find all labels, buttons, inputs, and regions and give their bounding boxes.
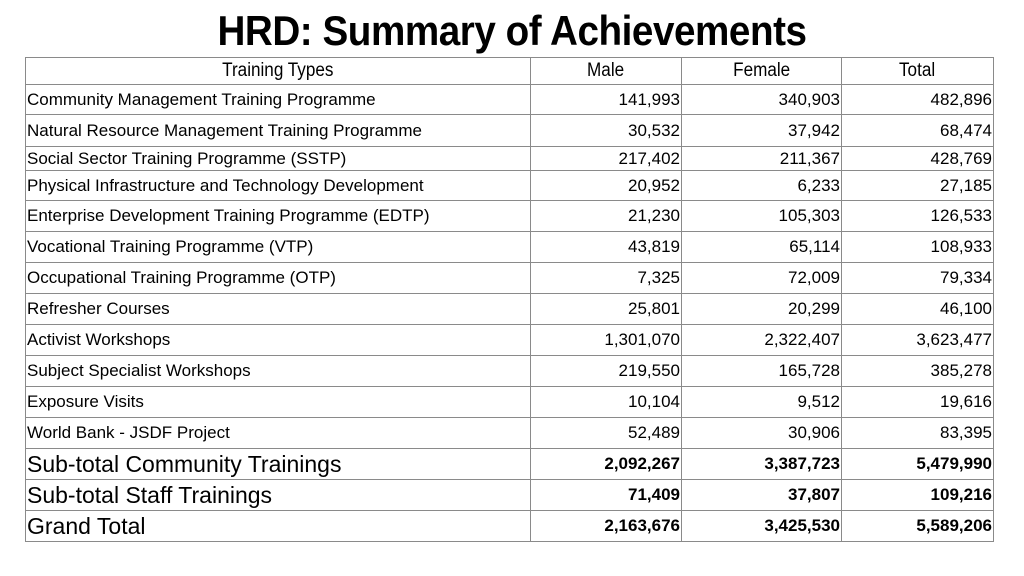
cell-male: 7,325 [531,263,682,294]
cell-female: 3,425,530 [682,511,842,542]
cell-female: 105,303 [682,201,842,232]
cell-training-type: Sub-total Community Trainings [26,449,531,480]
summary-row [26,511,994,542]
cell-total: 126,533 [842,201,994,232]
header-female: Female [682,58,842,85]
cell-total: 27,185 [842,171,994,201]
cell-training-type: Community Management Training Programme [26,85,531,115]
table-row [26,147,994,171]
cell-female: 6,233 [682,171,842,201]
cell-total: 482,896 [842,85,994,115]
header-total: Total [842,58,994,85]
cell-training-type: Vocational Training Programme (VTP) [26,232,531,263]
cell-female: 65,114 [682,232,842,263]
cell-male: 25,801 [531,294,682,325]
table-row [26,232,994,263]
table-row [26,325,994,356]
cell-training-type: Activist Workshops [26,325,531,356]
cell-total: 79,334 [842,263,994,294]
cell-total: 385,278 [842,356,994,387]
cell-training-type: Occupational Training Programme (OTP) [26,263,531,294]
table-row [26,387,994,418]
cell-female: 165,728 [682,356,842,387]
cell-total: 68,474 [842,115,994,147]
cell-male: 2,163,676 [531,511,682,542]
cell-male: 71,409 [531,480,682,511]
summary-row [26,480,994,511]
cell-male: 21,230 [531,201,682,232]
cell-total: 109,216 [842,480,994,511]
cell-male: 217,402 [531,147,682,171]
cell-training-type: Grand Total [26,511,531,542]
page-title: HRD: Summary of Achievements [217,7,807,54]
cell-male: 20,952 [531,171,682,201]
cell-male: 219,550 [531,356,682,387]
cell-male: 2,092,267 [531,449,682,480]
cell-training-type: World Bank - JSDF Project [26,418,531,449]
table-row [26,263,994,294]
header-training-types: Training Types [26,58,531,85]
table-row [26,171,994,201]
cell-female: 2,322,407 [682,325,842,356]
cell-female: 3,387,723 [682,449,842,480]
table-header-row [26,58,994,85]
cell-female: 37,807 [682,480,842,511]
cell-female: 72,009 [682,263,842,294]
cell-training-type: Refresher Courses [26,294,531,325]
cell-female: 9,512 [682,387,842,418]
header-male: Male [531,58,682,85]
cell-total: 83,395 [842,418,994,449]
cell-female: 340,903 [682,85,842,115]
cell-total: 19,616 [842,387,994,418]
cell-male: 43,819 [531,232,682,263]
table-row [26,294,994,325]
cell-male: 141,993 [531,85,682,115]
cell-female: 211,367 [682,147,842,171]
cell-male: 10,104 [531,387,682,418]
table-row [26,85,994,115]
cell-training-type: Social Sector Training Programme (SSTP) [26,147,531,171]
cell-training-type: Exposure Visits [26,387,531,418]
cell-training-type: Enterprise Development Training Programme (EDTP) [26,201,531,232]
cell-female: 30,906 [682,418,842,449]
cell-training-type: Natural Resource Management Training Programme [26,115,531,147]
cell-total: 108,933 [842,232,994,263]
cell-total: 5,479,990 [842,449,994,480]
cell-male: 1,301,070 [531,325,682,356]
cell-total: 3,623,477 [842,325,994,356]
cell-male: 52,489 [531,418,682,449]
table-row [26,115,994,147]
cell-female: 37,942 [682,115,842,147]
table-row [26,201,994,232]
cell-male: 30,532 [531,115,682,147]
achievements-table [25,57,994,542]
cell-training-type: Subject Specialist Workshops [26,356,531,387]
table-row [26,356,994,387]
cell-female: 20,299 [682,294,842,325]
cell-training-type: Physical Infrastructure and Technology Development [26,171,531,201]
cell-total: 46,100 [842,294,994,325]
table-row [26,418,994,449]
cell-training-type: Sub-total Staff Trainings [26,480,531,511]
cell-total: 5,589,206 [842,511,994,542]
cell-total: 428,769 [842,147,994,171]
summary-row [26,449,994,480]
